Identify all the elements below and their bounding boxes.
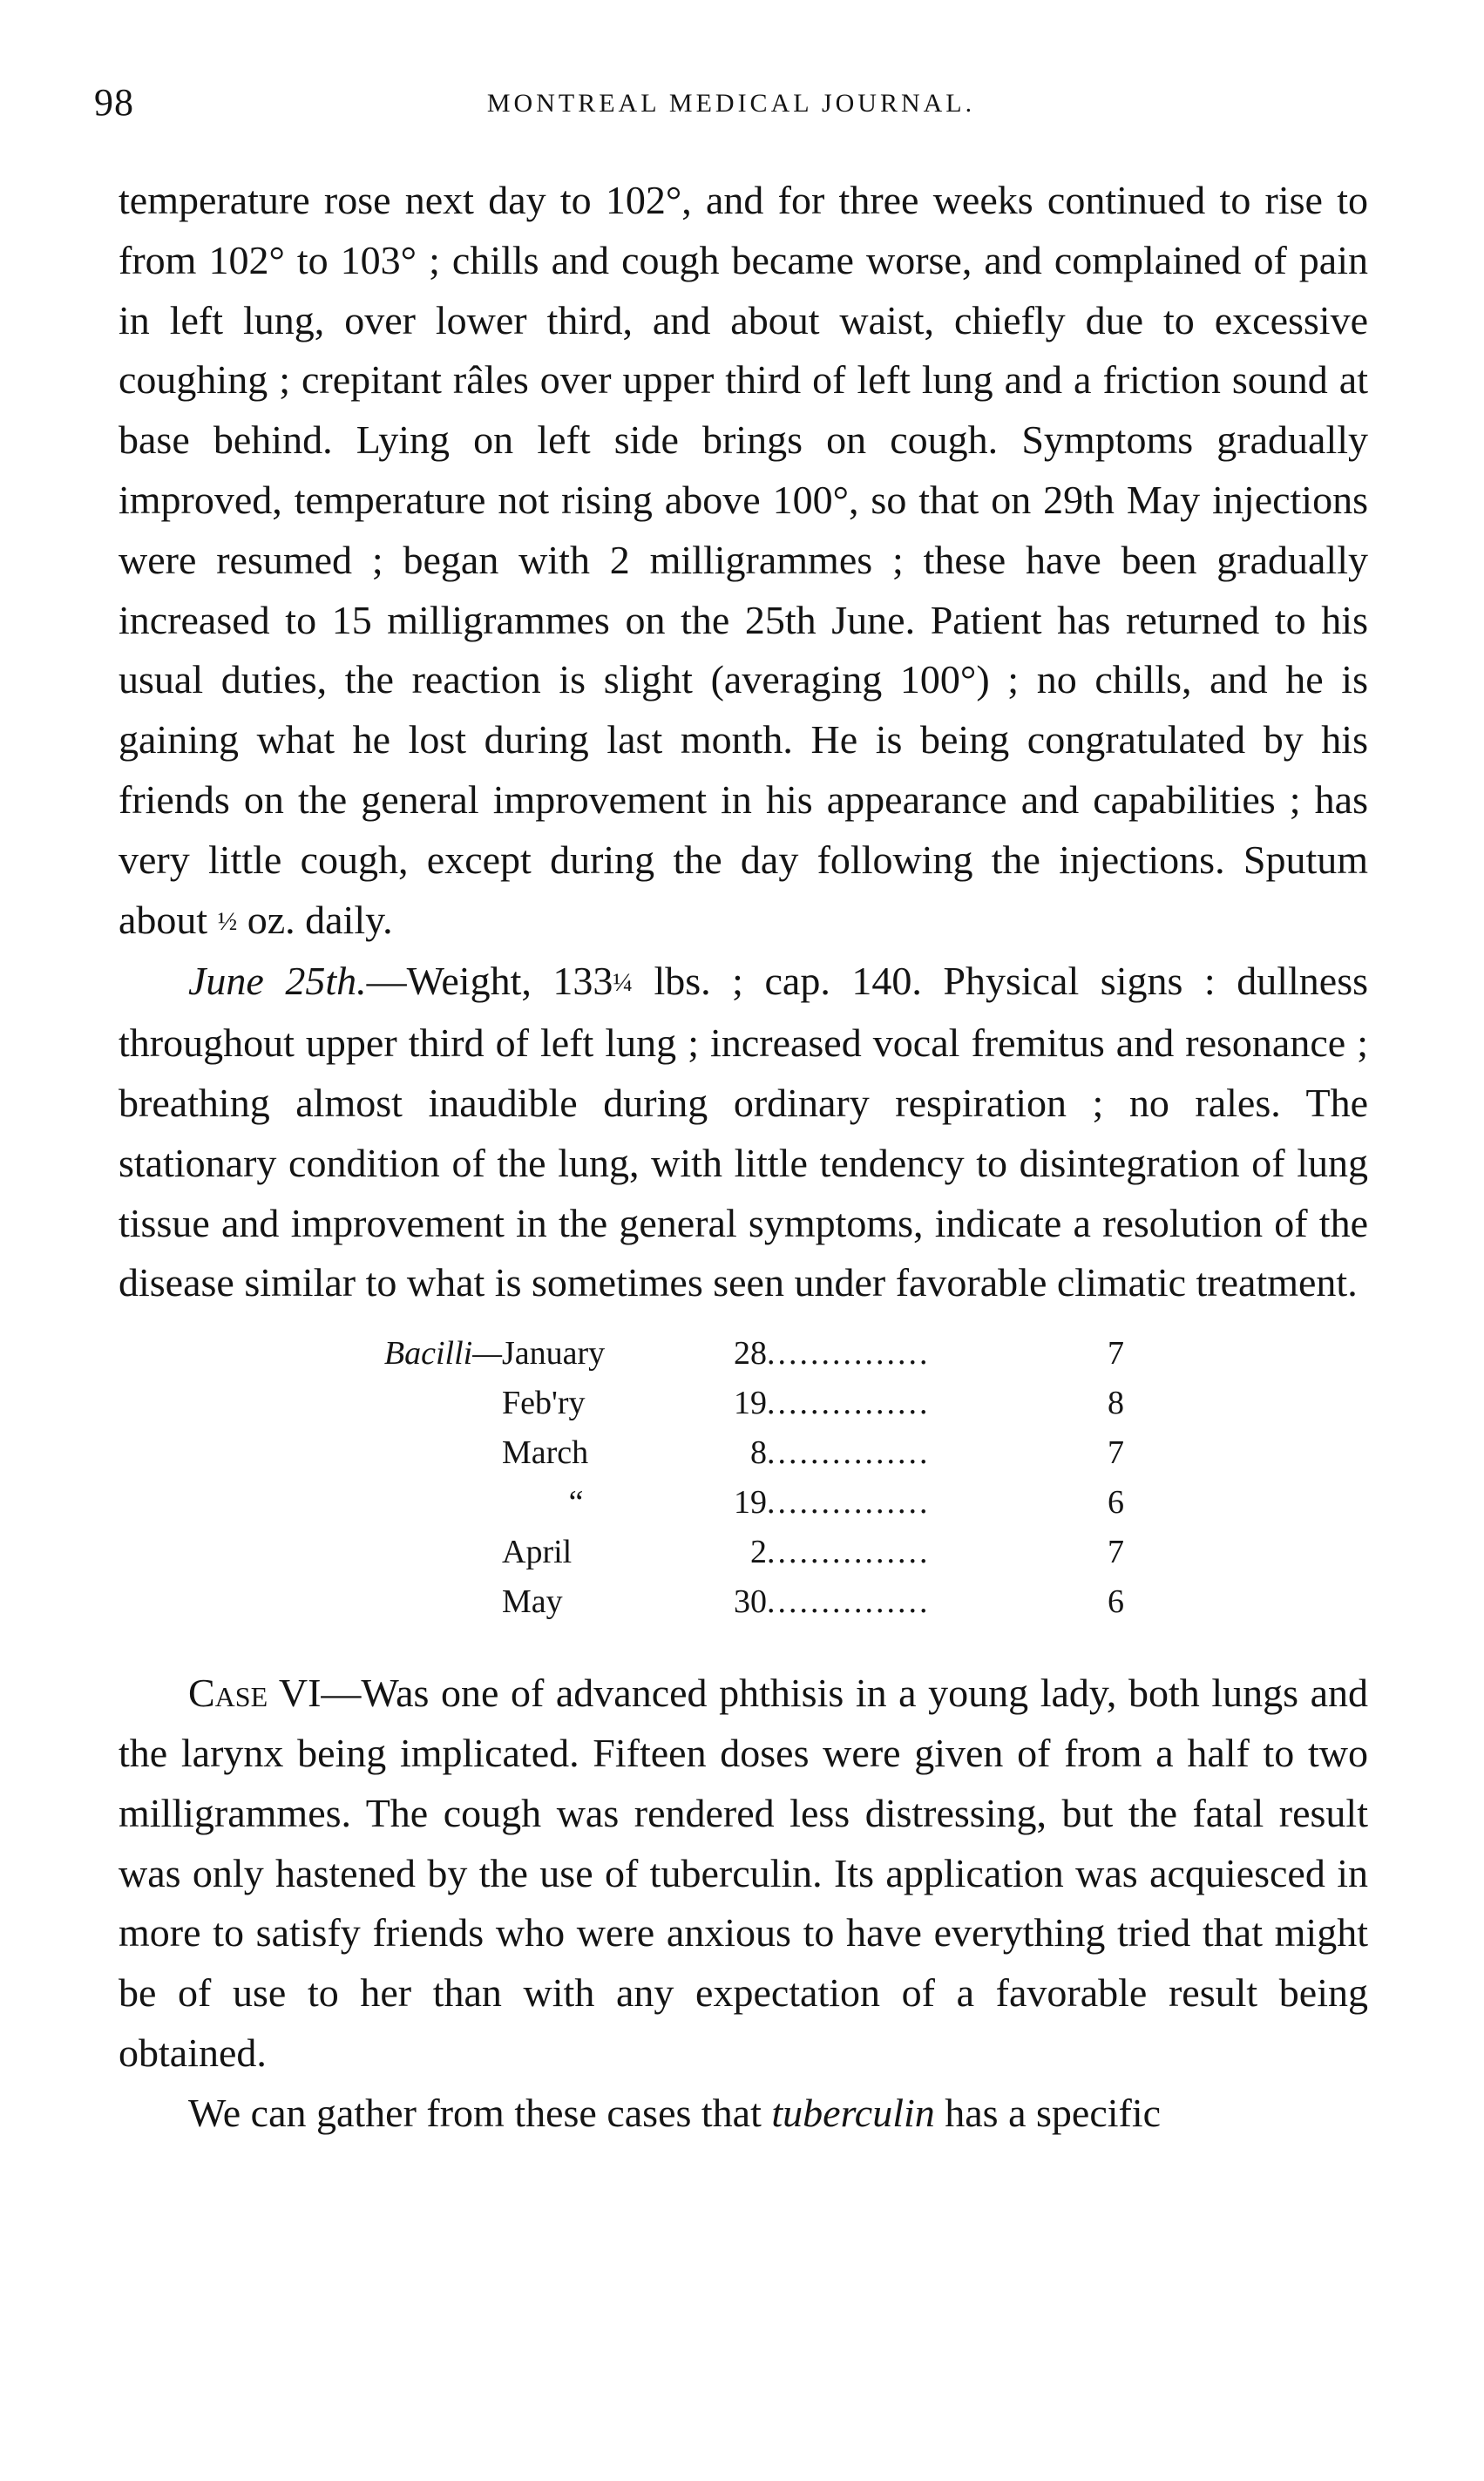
paragraph-temperature — [119, 171, 1368, 952]
conclusion-continuation: has a specific — [945, 2090, 1162, 2135]
bacilli-day: 8 — [750, 1434, 767, 1472]
bacilli-row — [340, 1428, 1124, 1478]
bacilli-month: “ — [568, 1484, 584, 1522]
paragraph-conclusion — [119, 2084, 1368, 2144]
bacilli-row — [340, 1379, 1124, 1428]
bacilli-month: March — [502, 1434, 589, 1472]
bacilli-row — [340, 1478, 1124, 1528]
tuberculin-term: tuberculin — [771, 2090, 935, 2135]
sputum-fraction: ½ — [217, 906, 238, 936]
weight-text: —Weight, 133 — [366, 959, 613, 1004]
bacilli-count: 6 — [1108, 1484, 1124, 1522]
bacilli-lead — [340, 1528, 502, 1577]
bacilli-dot-leader: ............... — [767, 1534, 931, 1571]
bacilli-day: 19 — [734, 1484, 767, 1522]
paragraph-temperature-text: temperature rose next day to 102°, and for three weeks continued to rise to from 102° to 103° ; chills and cough became worse, and complained of pain in left lung, over lower third, and about waist, chiefly due to excessive coughing ; crepitant râles over upper third of left lung and a friction sound at base behind. Lying on left side brings on cough. Symptoms gradually improved, temperature not rising above 100°, so that on 29th May injections were resumed ; began with 2 milligrammes ; these have been gradually increased to 15 milligrammes on the 25th June. Patient has returned to his usual duties, the reaction is slight (averaging 100°) ; no chills, and he is gaining what he lost during last month. He is being congratulated by his friends on the general improvement in his appearance and capabilities ; has very little cough, except during the day following the injections. — [119, 178, 1368, 882]
paragraph-june-25-text: lbs. ; cap. 140. Physical signs : dullness throughout upper third of left lung ; increased vocal fremitus and resonance ; breathing almost inaudible during ordinary respiration ; no rales. The stationary condition of the lung, with little tendency to disintegration of lung tissue and improvement in the general symptoms, indicate a resolution of the disease similar to what is sometimes seen under favorable climatic treatment. — [119, 959, 1369, 1305]
bacilli-count: 6 — [1108, 1583, 1124, 1621]
bacilli-day: 19 — [734, 1385, 767, 1422]
bacilli-lead: Bacilli— — [383, 1335, 502, 1373]
sputum-text: Sputum about — [119, 837, 1369, 942]
bacilli-dot-leader: ............... — [767, 1484, 931, 1522]
bacilli-table-body — [340, 1329, 1124, 1627]
journal-title: MONTREAL MEDICAL JOURNAL. — [486, 89, 976, 118]
bacilli-count: 7 — [1108, 1335, 1124, 1373]
bacilli-table — [340, 1329, 1124, 1627]
bacilli-lead — [340, 1428, 502, 1478]
paragraph-case-vi-text: —Was one of advanced phthisis in a young lady, both lungs and the larynx being implicated. Fifteen doses were given of from a half to two milligrammes. The cough was rendered less distressing, but the fatal result was only hastened by the use of tuberculin. Its application was acquiesced in more to satisfy friends who were anxious to have everything tried that might be of use to her than with any expectation of a favorable result being obtained. — [119, 1671, 1368, 2075]
paragraph-june-25 — [119, 952, 1368, 1313]
sputum-unit: oz. daily. — [247, 897, 393, 942]
weight-fraction: ¼ — [613, 968, 633, 998]
bacilli-month: Feb'ry — [502, 1385, 586, 1422]
bacilli-day: 28 — [734, 1335, 767, 1373]
bacilli-dot-leader: ............... — [767, 1335, 931, 1373]
bacilli-day: 30 — [734, 1583, 767, 1621]
bacilli-dot-leader: ............... — [767, 1385, 931, 1422]
bacilli-row — [340, 1577, 1124, 1627]
paragraph-case-vi — [119, 1664, 1368, 2084]
conclusion-text: We can gather from these cases that — [188, 2090, 762, 2135]
running-head — [94, 80, 1368, 132]
june-date-label: June 25th. — [188, 959, 367, 1004]
bacilli-lead — [340, 1379, 502, 1428]
bacilli-count: 8 — [1108, 1385, 1124, 1422]
bacilli-dot-leader: ............... — [767, 1583, 931, 1621]
bacilli-row — [340, 1329, 1124, 1379]
bacilli-count: 7 — [1108, 1434, 1124, 1472]
bacilli-day: 2 — [750, 1534, 767, 1571]
bacilli-month: January — [502, 1335, 606, 1373]
page-number: 98 — [94, 81, 134, 124]
bacilli-month: April — [502, 1534, 573, 1571]
case-label: Case VI — [188, 1671, 322, 1716]
body-text — [119, 171, 1368, 2144]
bacilli-dot-leader: ............... — [767, 1434, 931, 1472]
bacilli-lead — [340, 1478, 502, 1528]
bacilli-row — [340, 1528, 1124, 1577]
bacilli-lead — [340, 1577, 502, 1627]
bacilli-count: 7 — [1108, 1534, 1124, 1571]
bacilli-month: May — [502, 1583, 563, 1621]
